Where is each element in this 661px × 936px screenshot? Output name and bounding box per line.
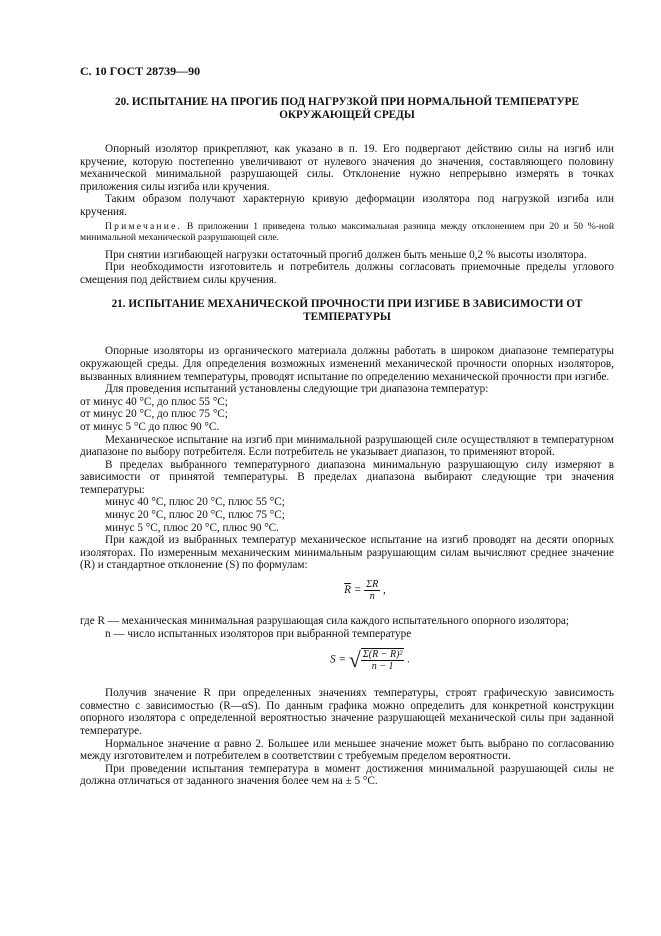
formula-tail: . <box>407 653 410 666</box>
numerator: ΣR <box>366 579 379 591</box>
paragraph: Таким образом получают характерную кривую деформации изолятора под нагрузкой изгиба или кручения. <box>80 193 614 218</box>
paragraph: При каждой из выбранных температур механическое испытание на изгиб проводят на десяти опорных изоляторах. По измеренным механическим минимальным разрушающим силам вычисляют среднее значение (R) и стандартное отклонение (S) по формулам: <box>80 534 614 572</box>
range-item: от минус 40 °C, до плюс 55 °C; <box>80 395 228 408</box>
where-line: n — число испытанных изоляторов при выбранной температуре <box>105 627 412 640</box>
paragraph: В пределах выбранного температурного диапазона минимальную разрушающую силу измеряют в зависимости от принятой температуры. В пределах диапазона выбирают следующие три значения температуры: <box>80 458 614 496</box>
paragraph: Нормальное значение α равно 2. Большее или меньшее значение может быть выбрано по согласованию между изготовителем и потребителем в соответствии с требуемым пределом вероятности. <box>80 737 614 763</box>
temp-item: минус 40 °C, плюс 20 °C, плюс 55 °C; <box>105 496 285 509</box>
where-line: где R — механическая минимальная разрушающая сила каждого испытательного опорного изолятора; <box>80 615 569 628</box>
paragraph: При проведении испытания температура в момент достижения минимальной разрушающей силы не должна отличаться от заданного значения более чем на ± 5 °C. <box>80 762 614 788</box>
fraction <box>361 648 405 672</box>
paragraph: При снятии изгибающей нагрузки остаточный прогиб должен быть меньше 0,2 % высоты изолятора. <box>105 248 587 261</box>
temp-item: минус 5 °C, плюс 20 °C, плюс 90 °C. <box>105 521 279 534</box>
denominator: n <box>369 591 375 603</box>
note-label: Примечание. <box>105 220 183 232</box>
numerator: Σ(R − R)² <box>362 649 403 661</box>
paragraph: Опорный изолятор прикрепляют, как указано в п. 19. Его подвергают действию силы на изгиб или кручение, которую постепенно увеличивают от нулевого значения до значения, составляющего половину механической минимальной разрушающей силы. Отклонение нужно непрерывно измерять в точках приложения силы изгиба или кручения. <box>80 143 614 193</box>
temp-item: минус 20 °C, плюс 20 °C, плюс 75 °C; <box>105 509 285 522</box>
range-item: от минус 20 °C, до плюс 75 °C; <box>80 408 228 421</box>
formula-tail: , <box>383 584 386 597</box>
formula-lhs: $\overline{R}$ <box>344 584 352 597</box>
formula-lhs: S <box>330 653 336 666</box>
formula-std-dev <box>80 647 614 681</box>
denominator: n − 1 <box>371 661 394 673</box>
note <box>80 221 614 244</box>
page-header: С. 10 ГОСТ 28739—90 <box>80 64 201 78</box>
paragraph: Опорные изоляторы из органического материала должны работать в широком диапазоне температуры окружающей среды. Для определения возможных изменений механической прочности опорных изоляторов, вызванных влиянием температуры, проводят испытание по определению механической прочности при изгибе. <box>80 345 614 383</box>
range-item: от минус 5 °C до плюс 90 °C. <box>80 420 220 433</box>
formula-mean <box>80 579 614 609</box>
paragraph: Для проведения испытаний установлены следующие три диапазона температур: <box>105 383 489 396</box>
formula-eq: = <box>338 653 346 666</box>
sqrt-icon: √ <box>348 647 361 673</box>
paragraph: Получив значение R при определенных значениях температуры, строят графическую зависимость совместно с зависимостью (R—αS). По данным графика можно определить для конкретной конструкции опорного изолятора с определенной вероятностью значение разрушающей механической силы при заданной температуре. <box>80 687 614 737</box>
note-text: В приложении 1 приведена только максимальная разница между отклонением при 20 и 50 %-ной минимальной механической разрушающей силе. <box>80 220 614 244</box>
paragraph: Механическое испытание на изгиб при минимальной разрушающей силе осуществляют в температурном диапазоне по выбору потребителя. Если потребитель не указывает диапазон, то применяют второй. <box>80 433 614 459</box>
document-page <box>80 64 614 788</box>
fraction <box>364 579 380 602</box>
section-21-title: 21. ИСПЫТАНИЕ МЕХАНИЧЕСКОЙ ПРОЧНОСТИ ПРИ ИЗГИБЕ В ЗАВИСИМОСТИ ОТ ТЕМПЕРАТУРЫ <box>111 298 583 324</box>
paragraph: При необходимости изготовитель и потребитель должны согласовать приемочные пределы углового смещения под действием силы кручения. <box>80 261 614 286</box>
section-20-title: 20. ИСПЫТАНИЕ НА ПРОГИБ ПОД НАГРУЗКОЙ ПРИ НОРМАЛЬНОЙ ТЕМПЕРАТУРЕ ОКРУЖАЮЩЕЙ СРЕДЫ <box>115 96 579 121</box>
formula-eq: = <box>353 584 362 597</box>
